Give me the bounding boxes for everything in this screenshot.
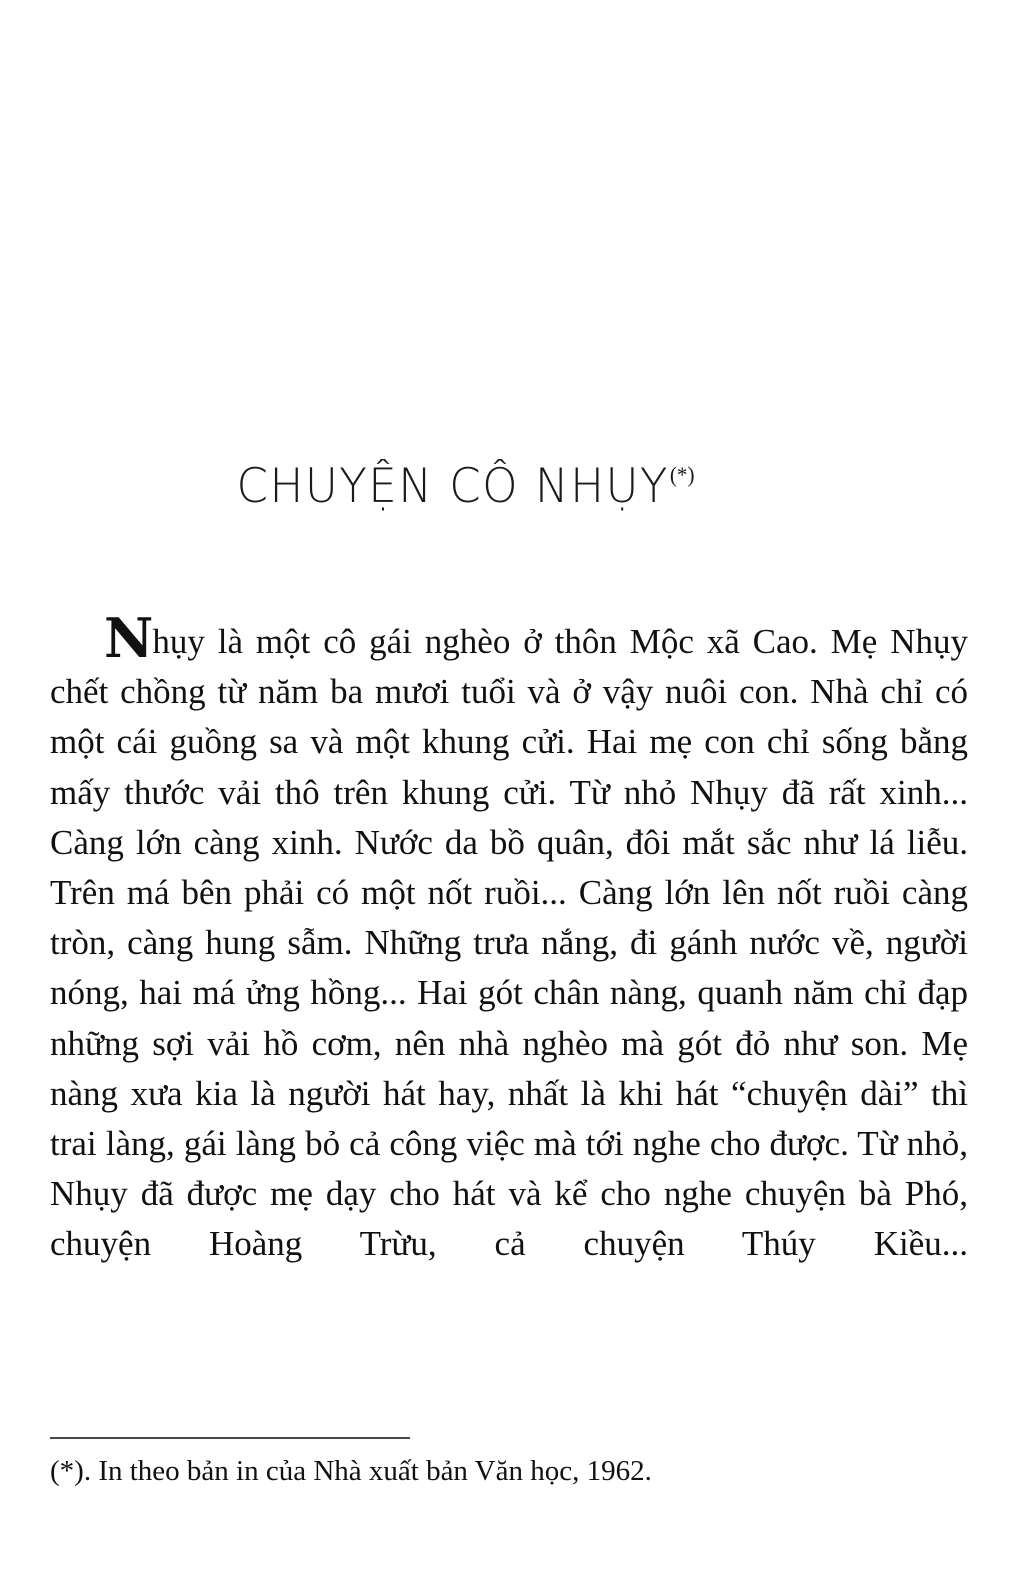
story-paragraph [50, 606, 968, 1320]
page-title [236, 459, 695, 515]
chapter-title-text: CHUYỆN CÔ NHỤY [236, 459, 670, 515]
drop-cap-initial: N [104, 606, 153, 670]
title-footnote-marker: (*) [670, 461, 695, 487]
story-paragraph-text: hụy là một cô gái nghèo ở thôn Mộc xã Cao. Mẹ Nhụy chết chồng từ năm ba mươi tuổi và ở vậy nuôi con. Nhà chỉ có một cái guồng sa và một khung cửi. Hai mẹ con chỉ sống bằng mấy thước vải thô trên khung cửi. Từ nhỏ Nhụy đã rất xinh... Càng lớn càng xinh. Nước da bồ quân, đôi mắt sắc như lá liễu. Trên má bên phải có một nốt ruồi... Càng lớn lên nốt ruồi càng tròn, càng hung sẫm. Những trưa nắng, đi gánh nước về, người nóng, hai má ửng hồng... Hai gót chân nàng, quanh năm chỉ đạp những sợi vải hồ cơm, nên nhà nghèo mà gót đỏ như son. Mẹ nàng xưa kia là người hát hay, nhất là khi hát “chuyện dài” thì trai làng, gái làng bỏ cả công việc mà tới nghe cho được. Từ nhỏ, Nhụy đã được mẹ dạy cho hát và kể cho nghe chuyện bà Phó, chuyện Hoàng Trừu, cả chuyện Thúy Kiều... [50, 622, 968, 1264]
body-text-block [50, 606, 968, 1320]
chapter-title-block [0, 432, 1019, 542]
footnote-separator-rule [50, 1437, 410, 1439]
footnote-text: (*). In theo bản in của Nhà xuất bản Văn học, 1962. [50, 1455, 652, 1487]
